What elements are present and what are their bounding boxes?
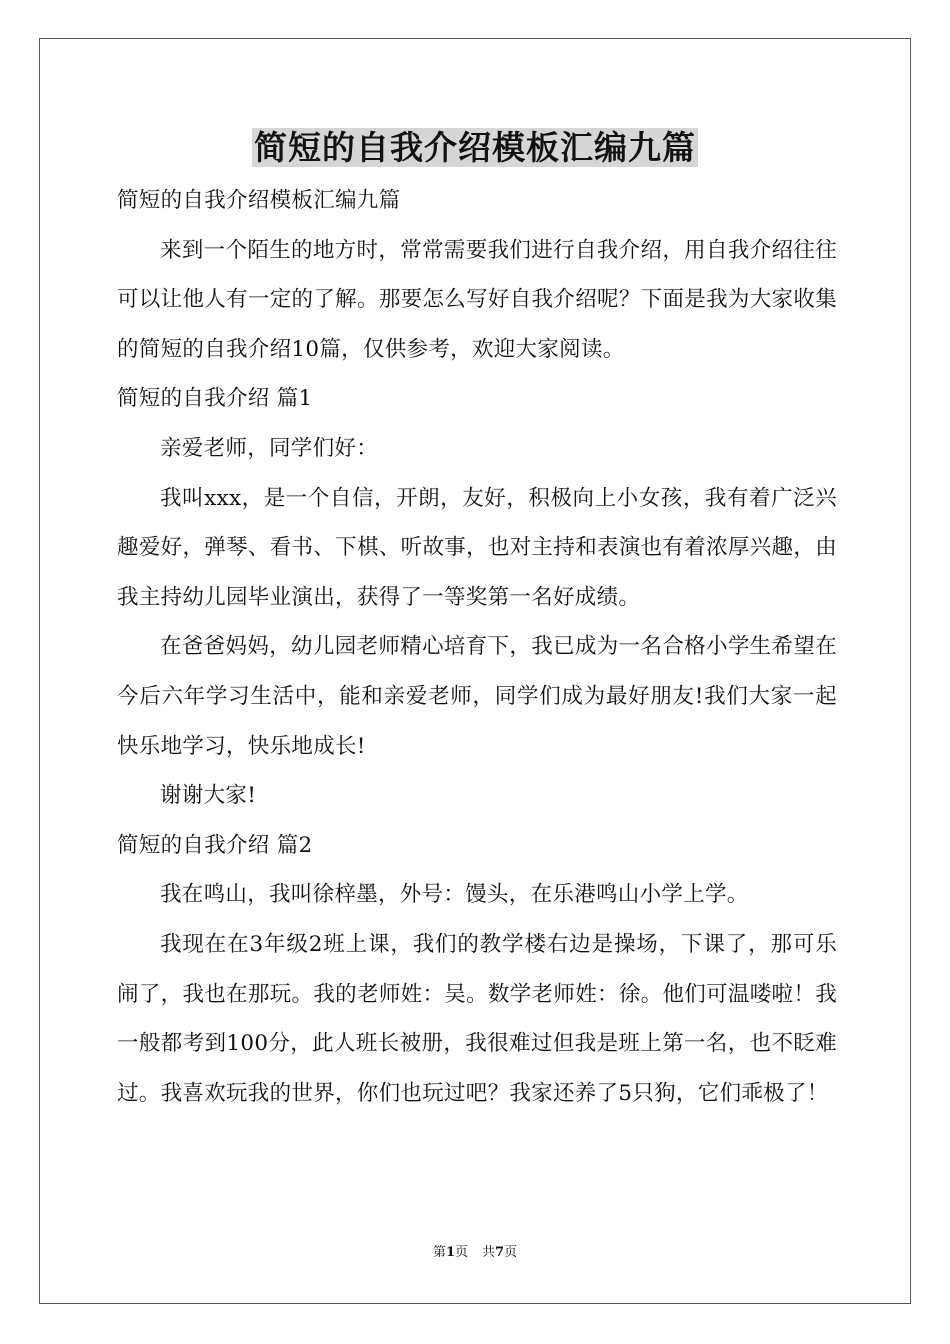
paragraph: 亲爱老师，同学们好： <box>160 435 379 461</box>
footer-suffix: 页 <box>454 1245 468 1260</box>
document-body <box>117 176 837 1118</box>
total-page-number: 7 <box>495 1245 505 1260</box>
document-title-text: 简短的自我介绍模板汇编九篇 <box>254 128 696 167</box>
footer-total-suffix: 页 <box>504 1245 518 1260</box>
page-footer <box>0 1244 950 1262</box>
paragraph: 简短的自我介绍模板汇编九篇 <box>117 188 401 213</box>
section-heading: 简短的自我介绍 篇1 <box>117 386 313 412</box>
footer-prefix: 第 <box>432 1245 446 1260</box>
current-page-number: 1 <box>445 1245 455 1260</box>
footer-total-prefix: 共 <box>482 1245 496 1260</box>
paragraph: 在爸爸妈妈，幼儿园老师精心培育下，我已成为一名合格小学生希望在今后六年学习生活中，能和亲爱老师，同学们成为最好朋友!我们大家一起快乐地学习，快乐地成长! <box>117 634 837 759</box>
paragraph: 我在鸣山，我叫徐梓墨，外号：馒头，在乐港鸣山小学上学。 <box>160 882 749 908</box>
paragraph: 我叫xxx，是一个自信，开朗，友好，积极向上小女孩，我有着广泛兴趣爱好，弹琴、看书、下棋、听故事，也对主持和表演也有着浓厚兴趣，由我主持幼儿园毕业演出，获得了一等奖第一名好成绩。 <box>117 485 837 610</box>
paragraph: 来到一个陌生的地方时，常常需要我们进行自我介绍，用自我介绍往往可以让他人有一定的了解。那要怎么写好自我介绍呢？下面是我为大家收集的简短的自我介绍10篇，仅供参考，欢迎大家阅读。 <box>117 237 837 362</box>
section-heading: 简短的自我介绍 篇2 <box>117 832 313 858</box>
paragraph: 我现在在3年级2班上课，我们的教学楼右边是操场，下课了，那可乐闹了，我也在那玩。我的老师姓：吴。数学老师姓：徐。他们可温喽啦！我一般都考到100分，此人班长被册，我很难过但我是班上第一名，也不眨难过。我喜欢玩我的世界，你们也玩过吧？我家还养了5只狗，它们乖极了！ <box>117 931 837 1106</box>
document-title <box>0 126 950 170</box>
paragraph: 谢谢大家! <box>160 783 257 809</box>
